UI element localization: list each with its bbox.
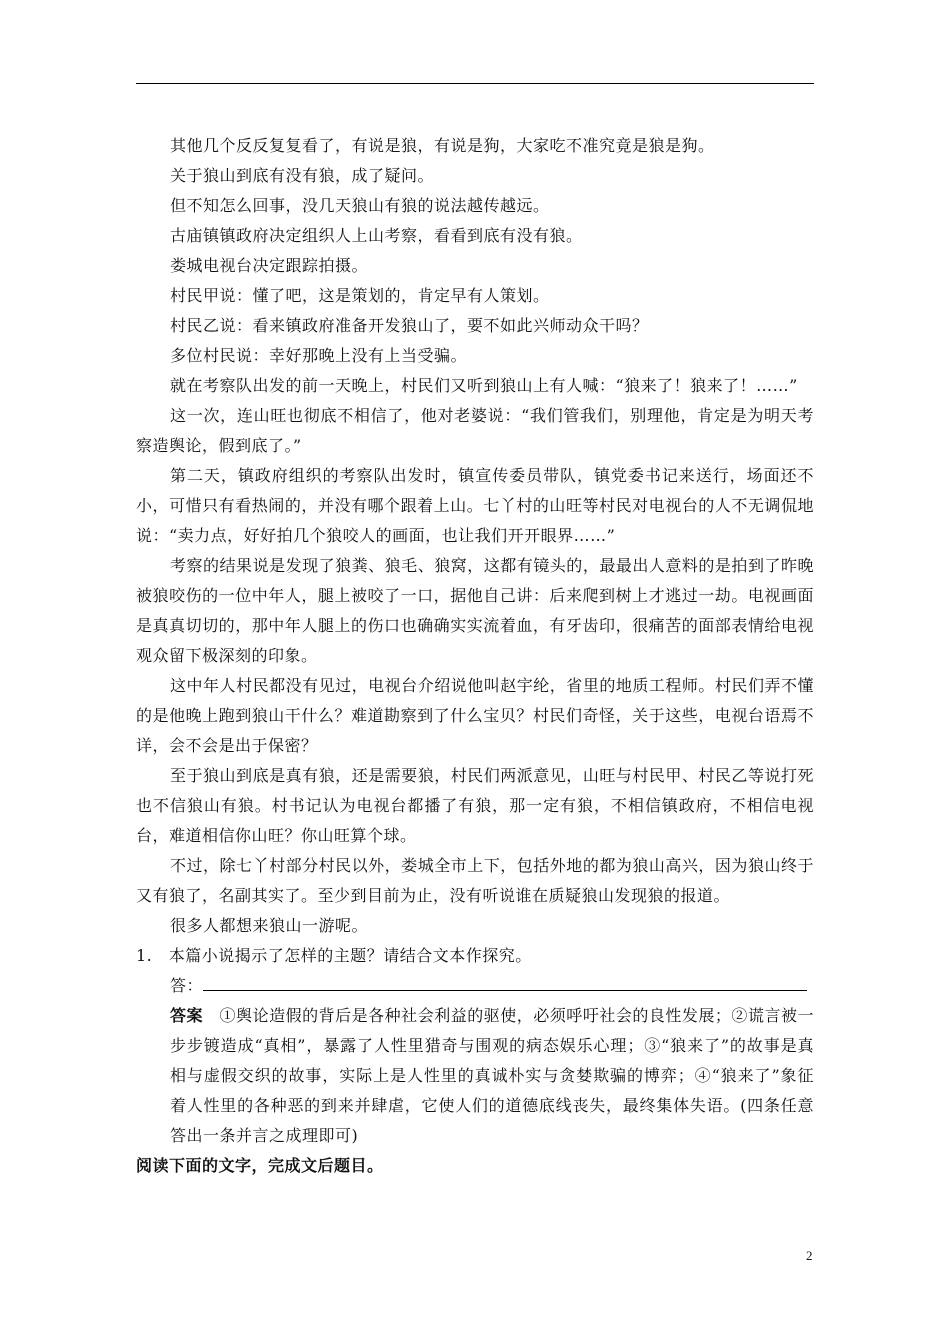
paragraph: 村民甲说：懂了吧，这是策划的，肯定早有人策划。	[170, 286, 550, 305]
paragraph: 关于狼山到底有没有狼，成了疑问。	[170, 166, 435, 185]
paragraph: 多位村民说：幸好那晚上没有上当受骗。	[170, 346, 468, 365]
document-body	[136, 131, 814, 1181]
paragraph: 这一次，连山旺也彻底不相信了，他对老婆说：“我们管我们，别理他，肯定是为明天考察造舆论，假到底了。”	[136, 406, 814, 455]
section-heading: 阅读下面的文字，完成文后题目。	[136, 1156, 384, 1175]
paragraph: 但不知怎么回事，没几天狼山有狼的说法越传越远。	[170, 196, 550, 215]
paragraph: 古庙镇镇政府决定组织人上山考察，看看到底有没有狼。	[170, 226, 583, 245]
paragraph: 其他几个反反复复看了，有说是狼，有说是狗，大家吃不准究竟是狼是狗。	[170, 136, 715, 155]
paragraph: 至于狼山到底是真有狼，还是需要狼，村民们两派意见，山旺与村民甲、村民乙等说打死也不信狼山有狼。村书记认为电视台都播了有狼，那一定有狼，不相信镇政府，不相信电视台，难道相信你山旺？你山旺算个球。	[136, 766, 814, 845]
paragraph: 不过，除七丫村部分村民以外，娄城全市上下，包括外地的都为狼山高兴，因为狼山终于又有狼了，名副其实了。至少到目前为止，没有听说谁在质疑狼山发现狼的报道。	[136, 856, 814, 905]
answer-text: ①舆论造假的背后是各种社会利益的驱使，必须呼吁社会的良性发展；②谎言被一步步镀造成“真相”，暴露了人性里猎奇与围观的病态娱乐心理；③“狼来了”的故事是真相与虚假交织的故事，实际上是人性里的真诚朴实与贪婪欺骗的博弈；④“狼来了”象征着人性里的各种恶的到来并肆虐，它使人们的道德底线丧失，最终集体失语。(四条任意答出一条并言之成理即可)	[170, 1006, 814, 1145]
paragraph: 就在考察队出发的前一天晚上，村民们又听到狼山上有人喊：“狼来了！狼来了！……”	[170, 376, 798, 395]
paragraph: 这中年人村民都没有见过，电视台介绍说他叫赵宇纶，省里的地质工程师。村民们弄不懂的是他晚上跑到狼山干什么？难道勘察到了什么宝贝？村民们奇怪，关于这些，电视台语焉不详，会不会是出于保密？	[136, 676, 814, 755]
page-number: 2	[806, 1248, 813, 1263]
answer-line	[136, 971, 814, 1001]
answer-prompt: 答：	[170, 976, 204, 995]
paragraph: 娄城电视台决定跟踪拍摄。	[170, 256, 369, 275]
paragraph: 第二天，镇政府组织的考察队出发时，镇宣传委员带队，镇党委书记来送行，场面还不小，可惜只有看热闹的，并没有哪个跟着上山。七丫村的山旺等村民对电视台的人不无调侃地说：“卖力点，好好拍几个狼咬人的画面，也让我们开开眼界……”	[136, 466, 814, 545]
answer-blank[interactable]	[203, 972, 807, 991]
question-text: 1. 本篇小说揭示了怎样的主题？请结合文本作探究。	[136, 946, 532, 965]
answer-block	[136, 1001, 814, 1151]
answer-label: 答案	[170, 1006, 204, 1025]
paragraph: 很多人都想来狼山一游呢。	[170, 916, 369, 935]
paragraph: 考察的结果说是发现了狼粪、狼毛、狼窝，这都有镜头的，最最出人意料的是拍到了昨晚被狼咬伤的一位中年人，腿上被咬了一口，据他自己讲：后来爬到树上才逃过一劫。电视画面是真真切切的，那中年人腿上的伤口也确确实实流着血，有牙齿印，很痛苦的面部表情给电视观众留下极深刻的印象。	[136, 556, 814, 665]
paragraph: 村民乙说：看来镇政府准备开发狼山了，要不如此兴师动众干吗？	[170, 316, 649, 335]
header-rule	[136, 83, 814, 84]
